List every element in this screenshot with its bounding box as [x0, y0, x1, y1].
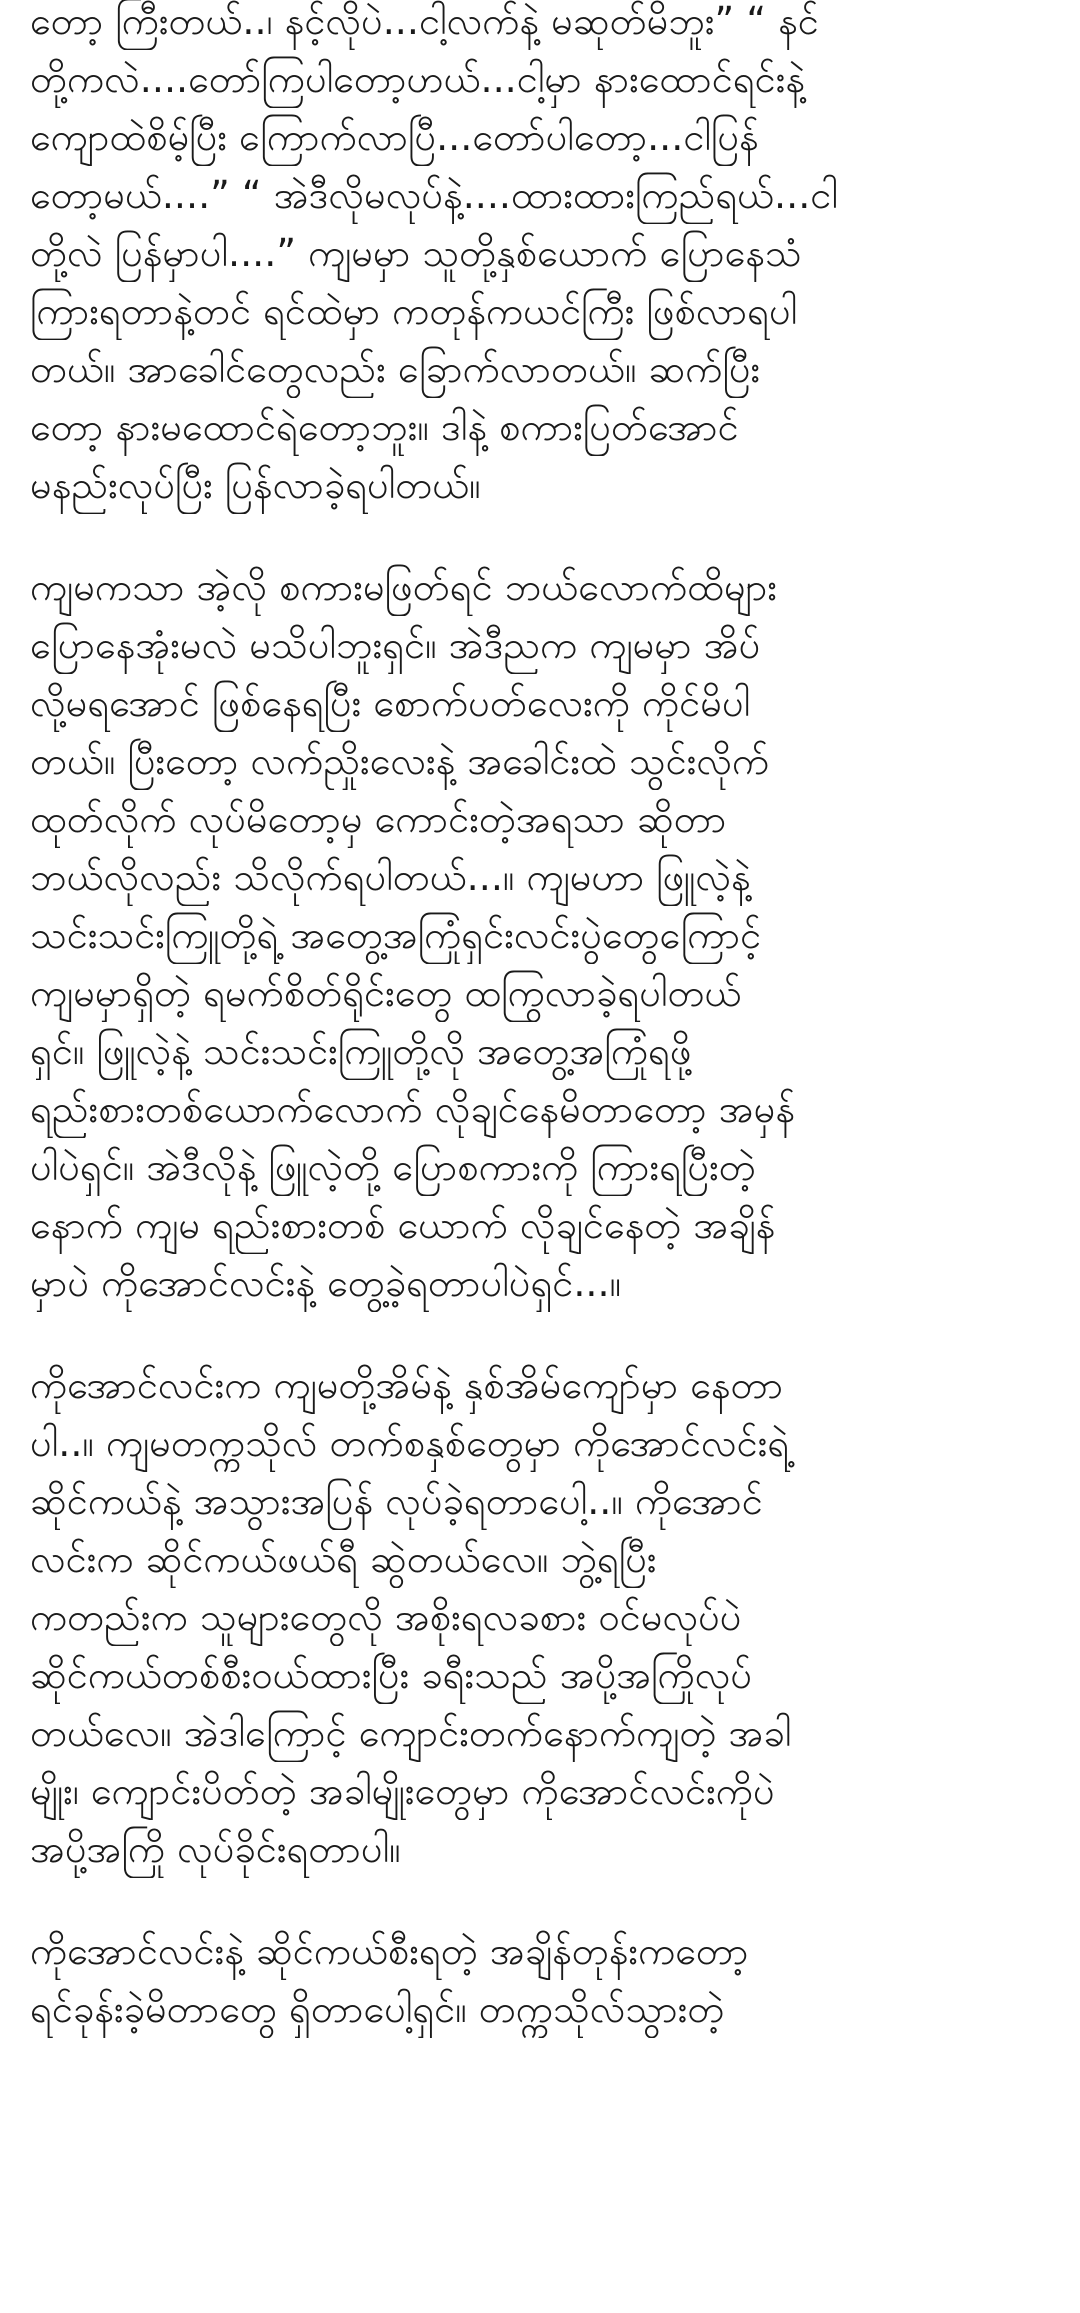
text-line: တယ်။ အာခေါင်တွေလည်း ခြောက်လာတယ်။ ဆက်ပြီး [30, 347, 761, 391]
text-line: တို့လဲ ပြန်မှာပါ....” ကျမမှာ သူတို့နှစ်ယောက် ပြောနေသံ [30, 231, 802, 275]
text-line: ဆိုင်ကယ်တစ်စီးဝယ်ထားပြီး ခရီးသည် အပို့အကြိုလုပ် [30, 1653, 752, 1697]
text-line: တို့ကလဲ....တော်ကြပါတော့ဟယ်...ငါ့မှာ နားထောင်ရင်းနဲ့ [30, 57, 806, 101]
text-line: လင်းက ဆိုင်ကယ်ဖယ်ရီ ဆွဲတယ်လေ။ ဘွဲ့ရပြီး [30, 1537, 657, 1581]
text-line: ပါပဲရှင်။ အဲဒီလိုနဲ့ ဖြူလဲ့တို့ ပြောစကားကို ကြားရပြီးတဲ့ [30, 1145, 756, 1189]
text-line: ကိုအောင်လင်းက ကျမတို့အိမ်နဲ့ နှစ်အိမ်ကျော်မှာ နေတာ [30, 1363, 784, 1407]
text-line: ကျောထဲစိမ့်ပြီး ကြောက်လာပြီ...တော်ပါတော့...ငါပြန် [30, 115, 759, 159]
text-line: တော့ နားမထောင်ရဲတော့ဘူး။ ဒါနဲ့ စကားပြတ်အောင် [30, 405, 739, 449]
paragraph [30, 1356, 1060, 1878]
paragraph [30, 558, 1060, 1312]
text-line: ထုတ်လိုက် လုပ်မိတော့မှ ကောင်းတဲ့အရသာ ဆိုတာ [30, 797, 727, 841]
text-line: လို့မရအောင် ဖြစ်နေရပြီး စောက်ပတ်လေးကို ကိုင်မိပါ [30, 681, 751, 725]
text-line: ရင်ခုန်းခဲ့မိတာတွေ ရှိတာပေါ့ရှင်။ တက္ကသိုလ်သွားတဲ့ [30, 1987, 725, 2031]
text-line: တယ်လေ။ အဲဒါကြောင့် ကျောင်းတက်နောက်ကျတဲ့ အခါ [30, 1711, 792, 1755]
text-line: အပို့အကြို လုပ်ခိုင်းရတာပါ။ [30, 1827, 401, 1871]
text-line: ကျမကသာ အဲ့လို စကားမဖြတ်ရင် ဘယ်လောက်ထိများ [30, 565, 777, 609]
text-line: ကတည်းက သူများတွေလို အစိုးရလခစား ဝင်မလုပ်ပဲ [30, 1595, 742, 1639]
text-line: ကြားရတာနဲ့တင် ရင်ထဲမှာ ကတုန်ကယင်ကြီး ဖြစ်လာရပါ [30, 289, 798, 333]
paragraph [30, 1922, 1060, 2038]
text-line: ကျမမှာရှိတဲ့ ရမက်စိတ်ရိုင်းတွေ ထကြွလာခဲ့ရပါတယ် [30, 971, 742, 1015]
article-body [30, 0, 1060, 2082]
text-line: နောက် ကျမ ရည်းစားတစ် ယောက် လိုချင်နေတဲ့ အချိန် [30, 1203, 776, 1247]
text-line: မနည်းလုပ်ပြီး ပြန်လာခဲ့ရပါတယ်။ [30, 463, 481, 507]
text-line: ရည်းစားတစ်ယောက်လောက် လိုချင်နေမိတာတော့ အမှန် [30, 1087, 796, 1131]
text-line: ကိုအောင်လင်းနဲ့ ဆိုင်ကယ်စီးရတဲ့ အချိန်တုန်းကတော့ [30, 1929, 749, 1973]
text-line: မျိုး၊ ကျောင်းပိတ်တဲ့ အခါမျိုးတွေမှာ ကိုအောင်လင်းကိုပဲ [30, 1769, 775, 1813]
text-line: သင်းသင်းကြူတို့ရဲ့ အတွေ့အကြုံရှင်းလင်းပွဲတွေကြောင့် [30, 913, 762, 957]
text-line: ဘယ်လိုလည်း သိလိုက်ရပါတယ်...။ ကျမဟာ ဖြူလဲ့နဲ့ [30, 855, 751, 899]
text-line: ပြောနေအုံးမလဲ မသိပါဘူးရှင်။ အဲဒီညက ကျမမှာ အိပ် [30, 623, 761, 667]
text-line: မှာပဲ ကိုအောင်လင်းနဲ့ တွေ့ခဲ့ရတာပါပဲရှင်...။ [30, 1261, 622, 1305]
text-line: တော့မယ်....” “ အဲဒီလိုမလုပ်နဲ့....ထားထားကြည်ရယ်...ငါ [30, 173, 838, 217]
text-line: တော့ ကြီးတယ်..၊ နင့်လိုပဲ...ငါ့လက်နဲ့ မဆုတ်မိဘူး” “ နင် [30, 0, 819, 43]
text-line: ရှင်။ ဖြူလဲ့နဲ့ သင်းသင်းကြူတို့လို အတွေ့အကြုံရဖို့ [30, 1029, 692, 1073]
paragraph [30, 0, 1060, 514]
text-line: ဆိုင်ကယ်နဲ့ အသွားအပြန် လုပ်ခဲ့ရတာပေါ့..။ ကိုအောင် [30, 1479, 763, 1523]
text-line: တယ်။ ပြီးတော့ လက်ညှိုးလေးနဲ့ အခေါင်းထဲ သွင်းလိုက် [30, 739, 770, 783]
text-line: ပါ..။ ကျမတက္ကသိုလ် တက်စနှစ်တွေမှာ ကိုအောင်လင်းရဲ့ [30, 1421, 790, 1465]
